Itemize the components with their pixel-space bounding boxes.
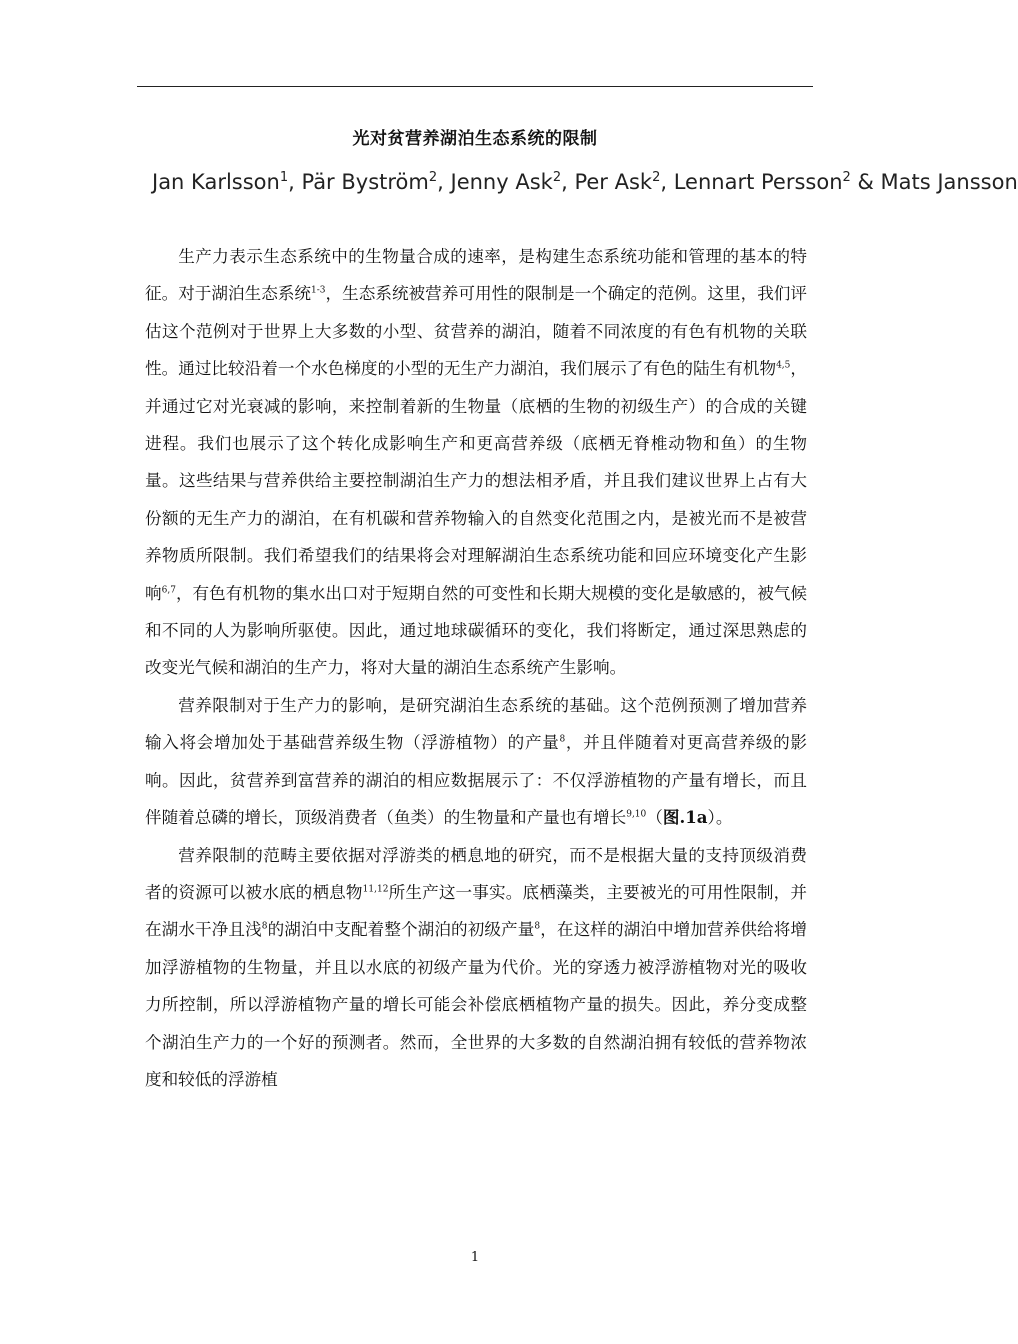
author-separator: , (561, 170, 575, 194)
author-name: Lennart Persson (673, 170, 843, 194)
citation-ref: 11,12 (362, 884, 389, 895)
paragraph-text: ，生态系统被营养可用性的限制是一个确定的范例。这里，我们评估这个范例对于世界上大多数的小型、贫营养的湖泊，随着不同浓度的有色有机物的关联性。通过比较沿着一个水色梯度的小型的无生产力湖泊，我们展示了有色的陆生有机物 (145, 284, 808, 379)
citation-ref: 1-3 (311, 285, 326, 296)
citation-ref: 8 (534, 921, 541, 932)
author-affiliation: 2 (652, 170, 661, 185)
author-name: Jan Karlsson (152, 170, 280, 194)
paper-title: 光对贫营养湖泊生态系统的限制 (352, 129, 598, 149)
author-affiliation: 2 (552, 170, 562, 185)
body-text (145, 238, 807, 1098)
paragraph-text: ）。 (707, 808, 733, 828)
paragraph-text: 营养限制的范畴主要依据对浮游类的栖息地的研究，而不是根据大量的支持顶级消费者的资源可以被水底的栖息物 (145, 845, 807, 902)
citation-ref: 4,5 (776, 360, 791, 371)
author-separator: & (850, 170, 881, 194)
citation-ref: 9,10 (626, 809, 647, 820)
paragraph-text: 所生产这一事实。底栖藻类，主要被光的可用性限制，并在湖水干净且浅 (145, 882, 808, 940)
page-number: 1 (470, 1250, 480, 1265)
body-paragraph (145, 687, 807, 837)
paragraph-text: ，有色有机物的集水出口对于短期自然的可变性和长期大规模的变化是敏感的，被气候和不同的人为影响所驱使。因此，通过地球碳循环的变化，我们将断定，通过深思熟虑的改变光气候和湖泊的生产力，将对大量的湖泊生态系统产生影响。 (145, 583, 808, 678)
paragraph-text: ，在这样的湖泊中增加营养供给将增加浮游植物的生物量，并且以水底的初级产量为代价。光的穿透力被浮游植物对光的吸收力所控制，所以浮游植物产量的增长可能会补偿底栖植物产量的损失。因此，养分变成整个湖泊生产力的一个好的预测者。然而，全世界的大多数的自然湖泊拥有较低的营养物浓度和较低的浮游植 (145, 920, 808, 1089)
header-rule (137, 86, 813, 87)
author-affiliation: 2 (842, 170, 851, 185)
author-list (152, 170, 1018, 194)
citation-ref: 6,7 (161, 585, 176, 596)
figure-ref: 图.1a (662, 807, 708, 828)
author-separator: , (437, 170, 451, 194)
citation-ref: 8 (261, 921, 268, 932)
paragraph-text: 生产力表示生态系统中的生物量合成的速率，是构建生态系统功能和管理的基本的特征。对于湖泊生态系统 (145, 247, 807, 304)
paragraph-text: 营养限制对于生产力的影响，是研究湖泊生态系统的基础。这个范例预测了增加营养输入将会增加处于基础营养级生物（浮游植物）的产量 (145, 695, 807, 753)
author-separator: , (660, 170, 674, 194)
body-paragraph (145, 837, 807, 1099)
author-separator: , (288, 170, 302, 194)
paragraph-text: （ (646, 808, 663, 828)
author-affiliation: 1 (279, 170, 289, 185)
body-paragraph (145, 238, 807, 687)
author-name: Mats Jansson (880, 170, 1018, 194)
author-name: Pär Byström (301, 170, 429, 194)
paragraph-text: ，并且伴随着对更高营养级的影响。因此，贫营养到富营养的湖泊的相应数据展示了：不仅浮游植物的产量有增长，而且伴随着总磷的增长，顶级消费者（鱼类）的生物量和产量也有增长 (145, 733, 808, 828)
author-name: Jenny Ask (450, 170, 553, 194)
paragraph-text: ，并通过它对光衰减的影响，来控制着新的生物量（底栖的生物的初级生产）的合成的关键进程。我们也展示了这个转化成影响生产和更高营养级（底栖无脊椎动物和鱼）的生物量。这些结果与营养供给主要控制湖泊生产力的想法相矛盾，并且我们建议世界上占有大份额的无生产力的湖泊，在有机碳和营养物输入的自然变化范围之内，是被光而不是被营养物质所限制。我们希望我们的结果将会对理解湖泊生态系统功能和回应环境变化产生影响 (145, 359, 807, 603)
author-affiliation: 2 (428, 170, 438, 185)
citation-ref: 8 (559, 734, 566, 745)
author-name: Per Ask (574, 170, 653, 194)
paragraph-text: 的湖泊中支配着整个湖泊的初级产量 (267, 920, 535, 940)
